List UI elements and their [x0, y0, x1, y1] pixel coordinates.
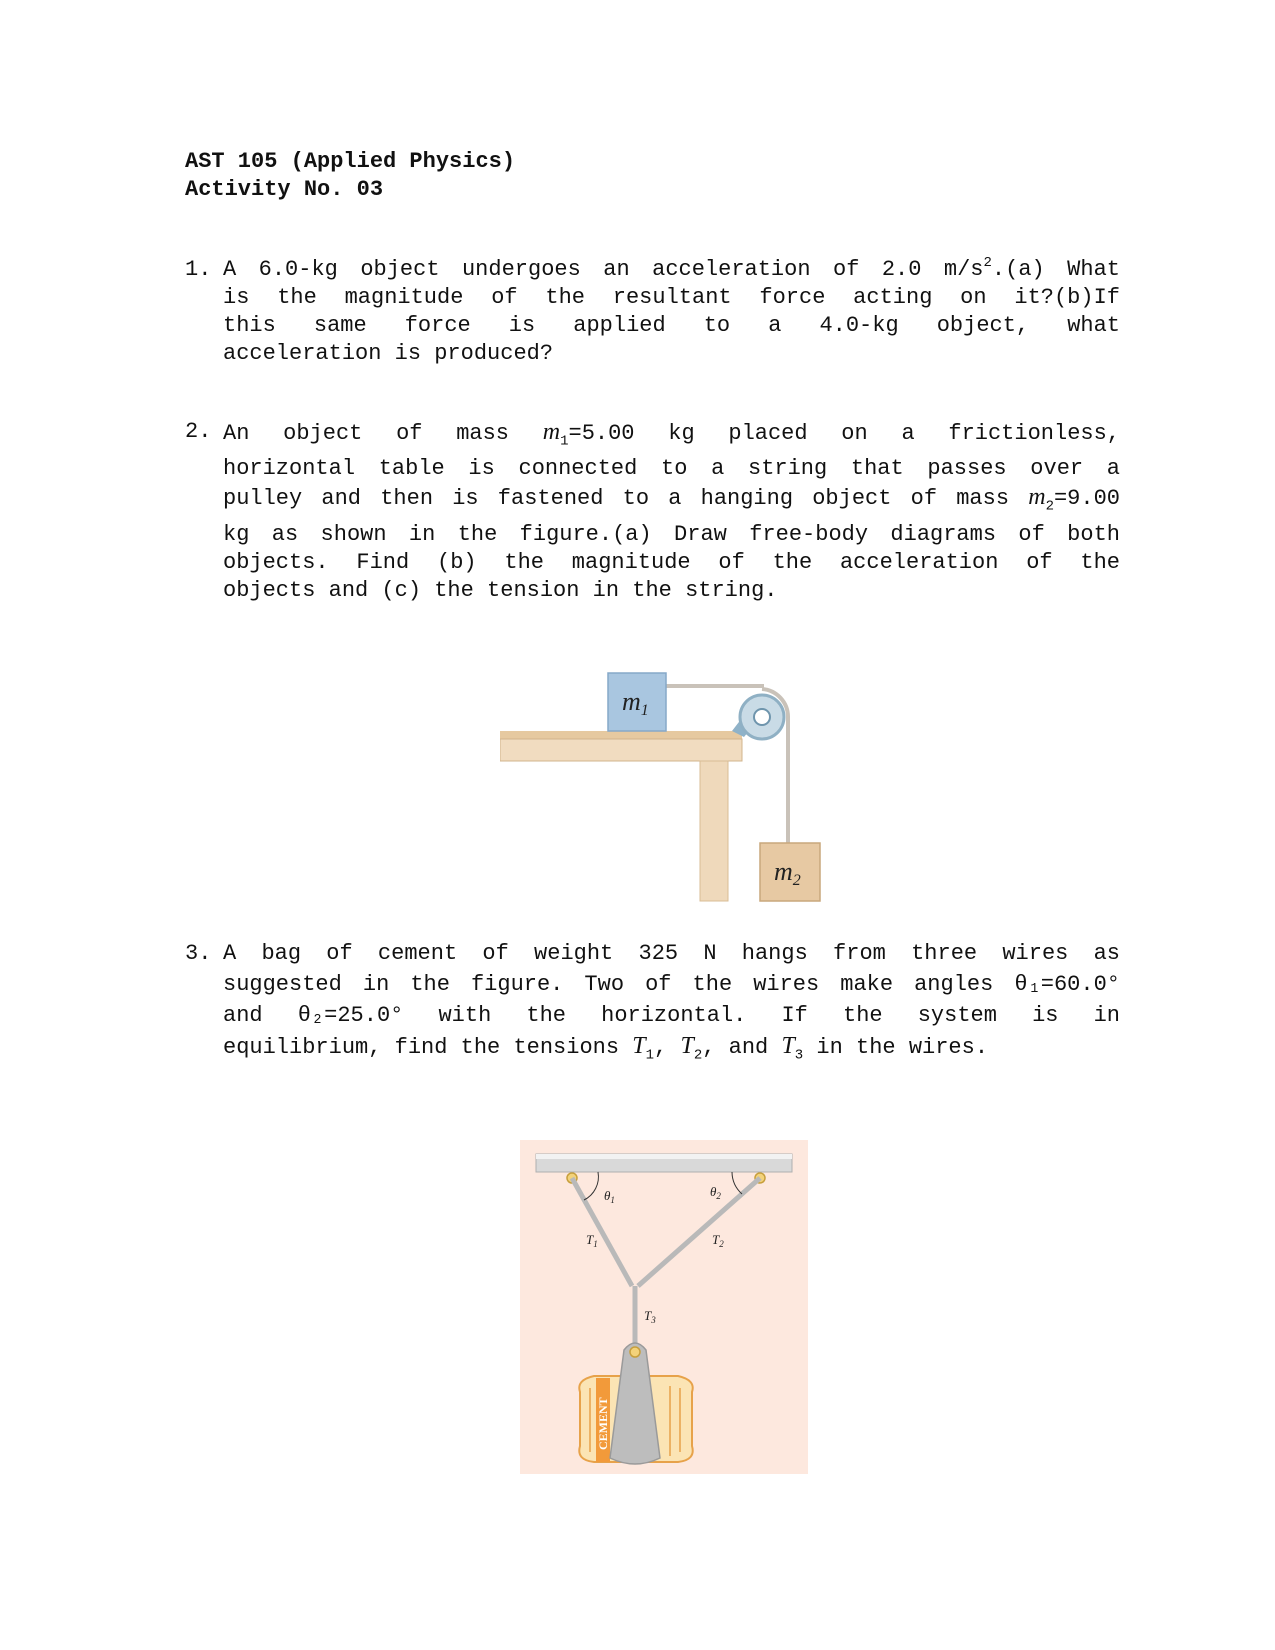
theta2-label: $\theta_2$ — [710, 1184, 721, 1201]
table-leg — [700, 761, 728, 901]
cement-label: CEMENT — [596, 1397, 610, 1450]
theta1-label: $\theta_1$ — [604, 1188, 615, 1205]
activity-title: Activity No. 03 — [185, 177, 384, 202]
question-number: 3. — [185, 941, 212, 966]
pulley-axle — [754, 709, 770, 725]
q1-line-1: A 6.0-kg object undergoes an acceleration of 2.0 $m/s^2.(a)$ What — [223, 255, 1120, 282]
q3-line-1: A bag of cement of weight 325 N hangs from three wires as — [223, 941, 1120, 966]
sling-ring — [630, 1347, 640, 1357]
m2-label: m2 — [774, 857, 801, 889]
m1-label: m1 — [622, 687, 649, 719]
course-title: AST 105 (Applied Physics) — [185, 149, 516, 174]
q1-line-4: acceleration is produced? — [223, 341, 554, 366]
q2-line-5: objects. Find (b) the magnitude of the acceleration of the — [223, 549, 1120, 575]
t3-label: $T_3$ — [644, 1308, 656, 1325]
q3-line-3: and θ₂=25.0° with the horizontal. If the system is in — [223, 1003, 1120, 1028]
q2-line-4: kg as shown in the figure.(a) Draw free-body diagrams of both — [223, 521, 1120, 547]
q3-line-4: equilibrium, find the tensions $T_1$, $T_2$, and $T_3$ in the wires. — [223, 1033, 989, 1064]
question-3 — [185, 938, 1120, 1071]
t2-label: $T_2$ — [712, 1232, 724, 1249]
t1-label: $T_1$ — [586, 1232, 598, 1249]
beam-highlight — [536, 1154, 792, 1159]
document-header — [185, 148, 515, 204]
q2-line-3: pulley and then is fastened to a hanging object of mass $m_2=9.00$ — [223, 484, 1120, 515]
q2-line-6: objects and (c) the tension in the string. — [223, 577, 778, 603]
cement-bag-figure — [520, 1140, 808, 1474]
question-2 — [185, 418, 1120, 605]
question-1 — [185, 256, 1120, 368]
table-pulley-figure — [500, 665, 840, 925]
q2-line-1: An object of mass $m_1=5.00$ kg placed on a frictionless, — [223, 419, 1121, 450]
q2-line-2: horizontal table is connected to a string that passes over a — [223, 456, 1120, 482]
q3-line-2: suggested in the figure. Two of the wires make angles θ₁=60.0° — [223, 972, 1120, 997]
q1-line-2: is the magnitude of the resultant force acting on it?(b)If — [223, 285, 1120, 310]
question-number: 2. — [185, 419, 212, 444]
table-edge — [500, 739, 742, 761]
table-top — [500, 731, 742, 739]
q1-line-3: this same force is applied to a 4.0-kg object, what — [223, 313, 1120, 338]
question-number: 1. — [185, 257, 212, 282]
